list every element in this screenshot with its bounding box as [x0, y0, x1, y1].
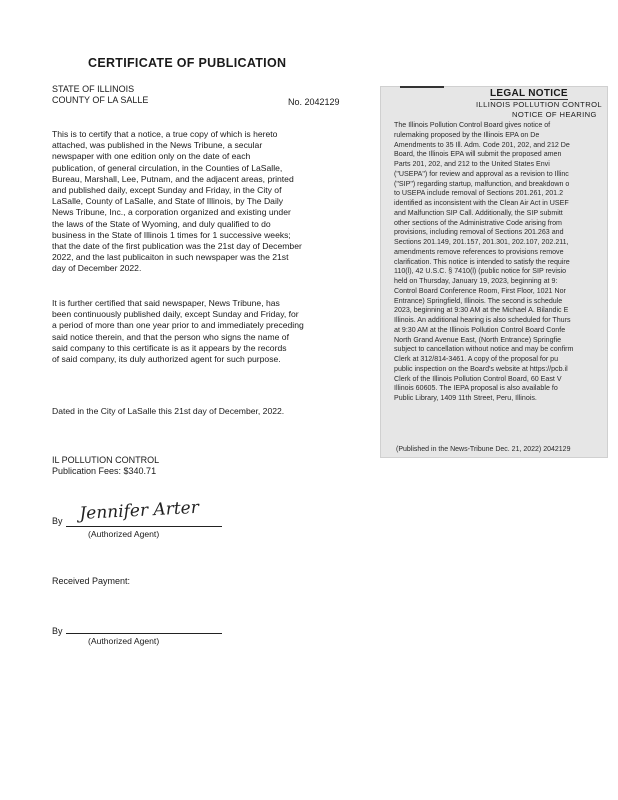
notice-line: at 9:30 AM at the Illinois Pollution Control Board Confe: [394, 325, 566, 334]
certificate-title: CERTIFICATE OF PUBLICATION: [88, 56, 287, 70]
para-line: attached, was published in the News Tribune, a secular: [52, 140, 263, 151]
legal-notice-agency: ILLINOIS POLLUTION CONTROL: [476, 100, 603, 109]
legal-notice-heading: NOTICE OF HEARING: [512, 110, 597, 119]
notice-line: 110(l), 42 U.S.C. § 7410(l) (public notice for SIP revisio: [394, 267, 567, 276]
dated-line: Dated in the City of LaSalle this 21st day of December, 2022.: [52, 406, 285, 416]
para-line: It is further certified that said newspaper, News Tribune, has: [52, 298, 280, 308]
notice-line: to USEPA include removal of Sections 201.261, 201.2: [394, 189, 564, 198]
legal-notice-body: [394, 121, 608, 404]
authorized-agent-caption-2: (Authorized Agent): [88, 636, 160, 646]
notice-line: provisions, including removal of Sections 201.263 and: [394, 228, 564, 237]
agent-signature: Jennifer Arter: [78, 497, 200, 524]
notice-line: The Illinois Pollution Control Board gives notice of: [394, 121, 551, 129]
authorized-agent-caption: (Authorized Agent): [88, 529, 160, 539]
notice-line: Parts 201, 202, and 212 to the United States Envi: [394, 160, 550, 168]
para-line: a period of more than one year prior to and immediately preceding: [52, 320, 304, 331]
received-payment-label: Received Payment:: [52, 576, 131, 586]
notice-line: Board, the Illinois EPA will submit the proposed amen: [394, 150, 562, 159]
client-name: IL POLLUTION CONTROL: [52, 455, 160, 465]
publication-footer: (Published in the News-Tribune Dec. 21, 2022) 2042129: [396, 446, 571, 453]
notice-line: Public Library, 1409 11th Street, Peru, Illinois.: [394, 394, 537, 402]
notice-line: Clerk of the Illinois Pollution Control Board, 60 East V: [394, 374, 562, 383]
notice-line: North Grand Avenue East, (North Entrance) Springfie: [394, 335, 562, 344]
state-label: STATE OF ILLINOIS: [52, 84, 135, 94]
clipping-rule: [400, 86, 444, 88]
signature-line-2: [66, 633, 222, 634]
para-line: Bureau, Marshall, Lee, Putnam, and the adjacent areas, printed: [52, 173, 294, 184]
para-line: LaSalle, County of LaSalle, and State of Illinois, by The Daily: [52, 196, 284, 207]
legal-notice-title: LEGAL NOTICE: [490, 88, 568, 99]
notice-line: ("SIP") regarding startup, malfunction, and breakdown o: [394, 179, 570, 188]
notice-line: Sections 201.149, 201.157, 201.301, 202.107, 202.211,: [394, 238, 569, 246]
para-line: day of December 2022.: [52, 263, 142, 274]
para-line: been continuously published daily, except Sunday and Friday, for: [52, 309, 299, 320]
para-line: publication, of general circulation, in the Counties of LaSalle,: [52, 162, 283, 173]
certificate-number: No. 2042129: [288, 97, 340, 107]
notice-line: Entrance) Springfield, Illinois. The second is schedule: [394, 296, 563, 305]
notice-line: rulemaking proposed by the Illinois EPA on De: [394, 130, 540, 139]
para-line: and published daily, except Sunday and Friday, in the City of: [52, 185, 282, 196]
by-label: By: [52, 516, 63, 526]
further-certification-paragraph: [52, 298, 352, 365]
para-line: This is to certify that a notice, a true copy of which is hereto: [52, 129, 278, 139]
county-label: COUNTY OF LA SALLE: [52, 95, 149, 105]
notice-line: clarification. This notice is intended to satisfy the require: [394, 257, 570, 266]
notice-line: 2023, beginning at 9:30 AM at the Michael A. Bilandic E: [394, 306, 569, 315]
notice-line: Illinois. An additional hearing is also scheduled for Thurs: [394, 316, 571, 324]
notice-line: held on Thursday, January 19, 2023, beginning at 9:: [394, 277, 558, 285]
certification-paragraph: [52, 129, 352, 275]
notice-line: other sections of the Administrative Code arising from: [394, 218, 562, 227]
legal-notice-clipping: [380, 86, 608, 458]
notice-line: ("USEPA") for review and approval as a revision to Illinc: [394, 169, 569, 178]
notice-line: amendments remove references to provisions remove: [394, 247, 564, 256]
notice-line: Clerk at 312/814-3461. A copy of the proposal for pu: [394, 355, 559, 363]
publication-fees: Publication Fees: $340.71: [52, 466, 157, 476]
para-line: the laws of the State of Wyoming, and duly qualified to do: [52, 218, 271, 229]
para-line: that the date of the first publication was the 21st day of December: [52, 241, 302, 252]
para-line: business in the State of Illinois 1 times for 1 successive weeks;: [52, 229, 291, 240]
para-line: 2022, and the last publicaiton in such newspaper was the 21st: [52, 252, 289, 263]
notice-line: Control Board Conference Room, First Floor, 1021 Nor: [394, 286, 566, 295]
para-line: said company to this certificate is as it appears by the records: [52, 342, 287, 353]
notice-line: identified as inconsistent with the Clean Air Act in USEF: [394, 199, 569, 207]
signature-line: [66, 526, 222, 527]
para-line: of said company, its duly authorized agent for such purpose.: [52, 354, 281, 365]
notice-line: Amendments to 35 Ill. Adm. Code 201, 202, and 212 De: [394, 140, 570, 149]
notice-line: subject to cancellation without notice and may be confirm: [394, 345, 574, 354]
notice-line: public inspection on the Board's website at https://pcb.il: [394, 364, 568, 373]
notice-line: Illinois 60605. The IEPA proposal is also available fo: [394, 384, 558, 393]
para-line: newspaper with one edition only on the date of each: [52, 151, 251, 162]
para-line: News Tribune, Inc., a corporation organized and existing under: [52, 207, 291, 218]
notice-line: and Malfunction SIP Call. Additionally, the SIP submitt: [394, 208, 563, 217]
by-label-2: By: [52, 626, 63, 636]
para-line: said notice therein, and that the person who signs the name of: [52, 331, 289, 342]
